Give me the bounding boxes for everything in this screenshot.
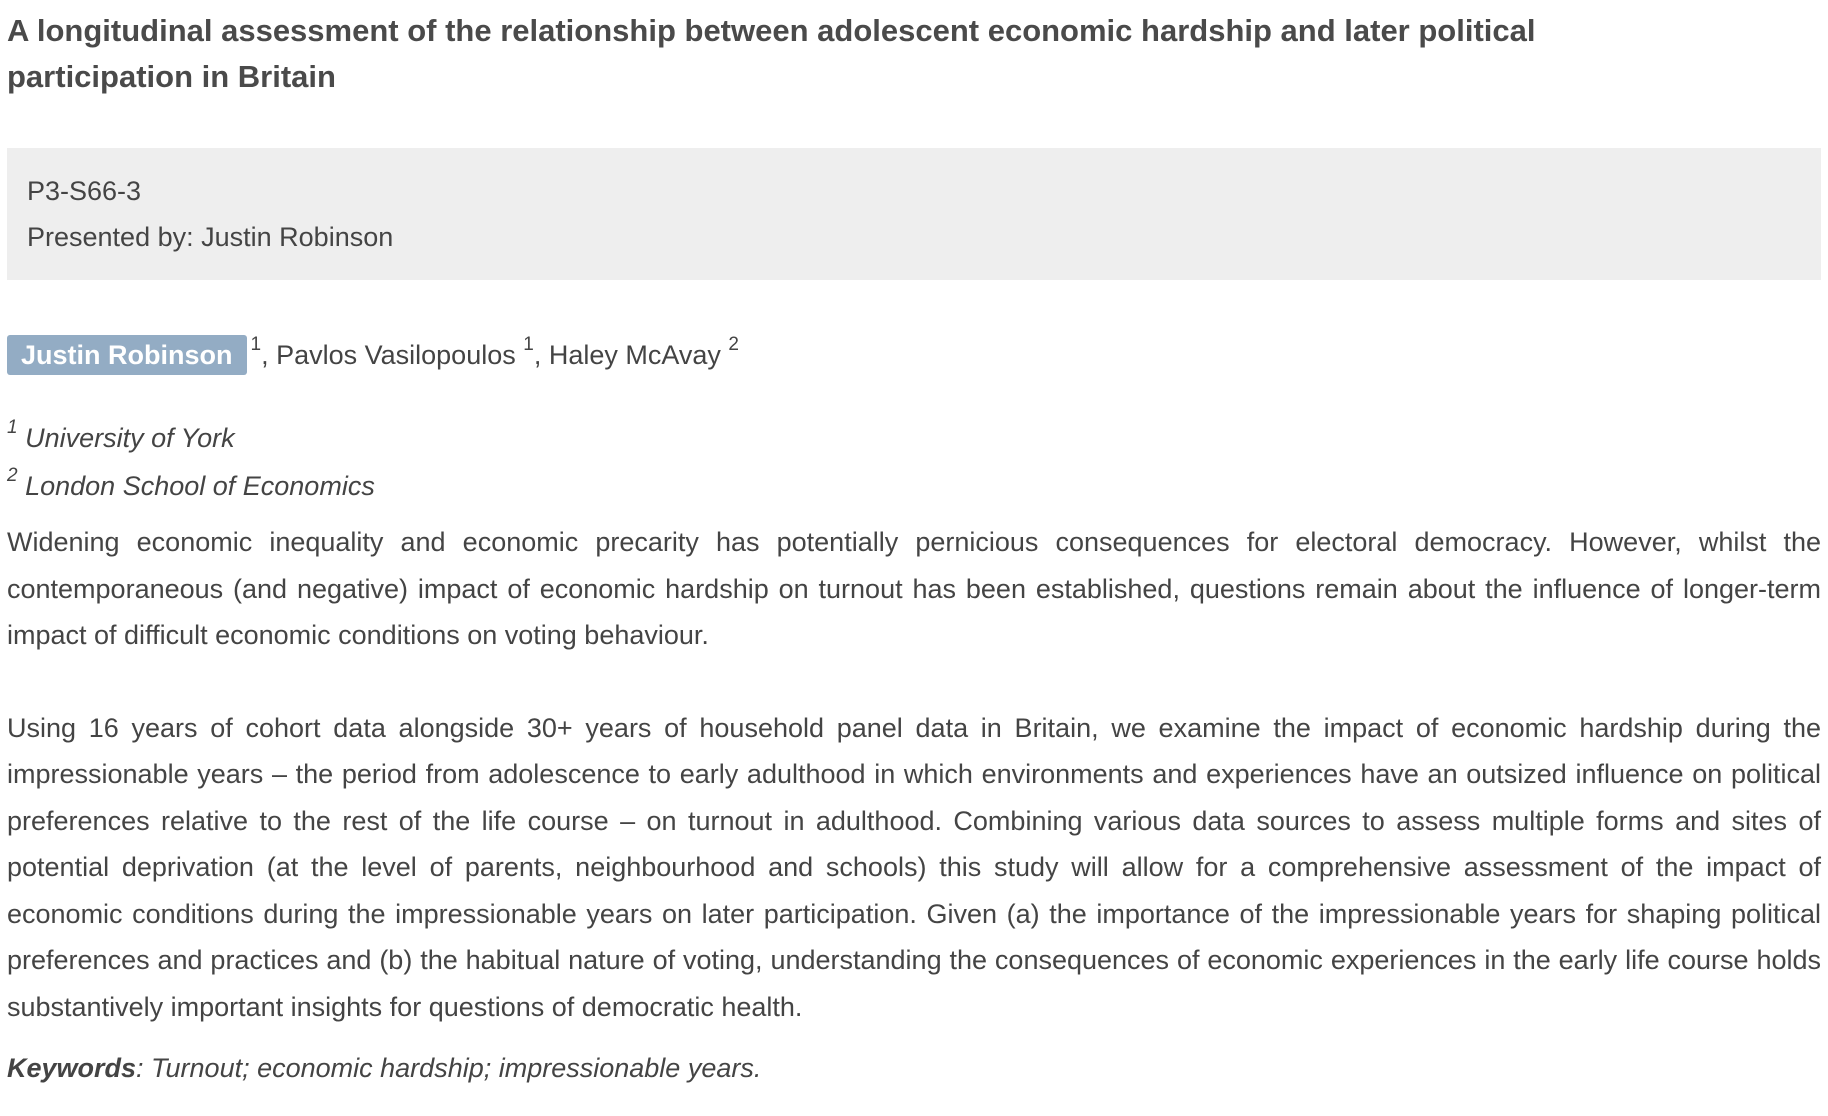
keywords-text: : Turnout; economic hardship; impressionable years. — [136, 1053, 762, 1083]
presenter-name: Justin Robinson — [201, 222, 394, 252]
session-info-box — [7, 148, 1821, 280]
page-title: A longitudinal assessment of the relationship between adolescent economic hardship and later political participation in Britain — [7, 13, 1536, 94]
abstract-paragraph: Widening economic inequality and economic precarity has potentially pernicious consequences for electoral democracy. However, whilst the contemporaneous (and negative) impact of economic hardship on turnout has been established, questions remain about the influence of longer-term impact of difficult economic conditions on voting behaviour. — [7, 527, 1821, 650]
author-list: Justin Robinson $^1$, Pavlos Vasilopoulos $^1$, Haley McAvay $^2$ — [7, 335, 1821, 375]
affiliation-number: 2 — [7, 465, 18, 486]
session-code: P3-S66-3 — [27, 176, 142, 206]
presenter-line — [27, 214, 1801, 260]
author-name: Haley McAvay — [548, 340, 721, 370]
affiliation-name: University of York — [25, 423, 235, 453]
keywords — [7, 1048, 1821, 1088]
author-affil-ref: 1 — [523, 334, 534, 355]
author-affil-ref: 1 — [250, 334, 262, 355]
affiliation-number: 1 — [7, 417, 18, 438]
abstract-paragraph: Using 16 years of cohort data alongside 30+ years of household panel data in Britain, we examine the impact of economic hardship during the impressionable years – the period from adolescence to early adulthood in which environments and experiences have an outsized influence on political preferences relative to the rest of the life course – on turnout in adulthood. Combining various data sources to assess multiple forms and sites of potential deprivation (at the level of parents, neighbourhood and schools) this study will allow for a comprehensive assessment of the impact of economic conditions during the impressionable years on later participation. Given (a) the importance of the impressionable years for shaping political preferences and practices and (b) the habitual nature of voting, understanding the consequences of economic experiences in the early life course holds substantively important insights for questions of democratic health. — [7, 712, 1821, 1022]
abstract-body — [7, 519, 1821, 1030]
keywords-label: Keywords — [7, 1053, 137, 1083]
author-name: Pavlos Vasilopoulos — [276, 340, 516, 370]
author-presenter-badge[interactable]: Justin Robinson — [7, 335, 247, 375]
affiliation-item — [7, 457, 1821, 515]
presenter-label: Presented by: — [27, 222, 194, 252]
affiliation-list — [7, 409, 1821, 515]
affiliation-name: London School of Economics — [25, 471, 375, 501]
author-affil-ref: 2 — [728, 334, 739, 355]
